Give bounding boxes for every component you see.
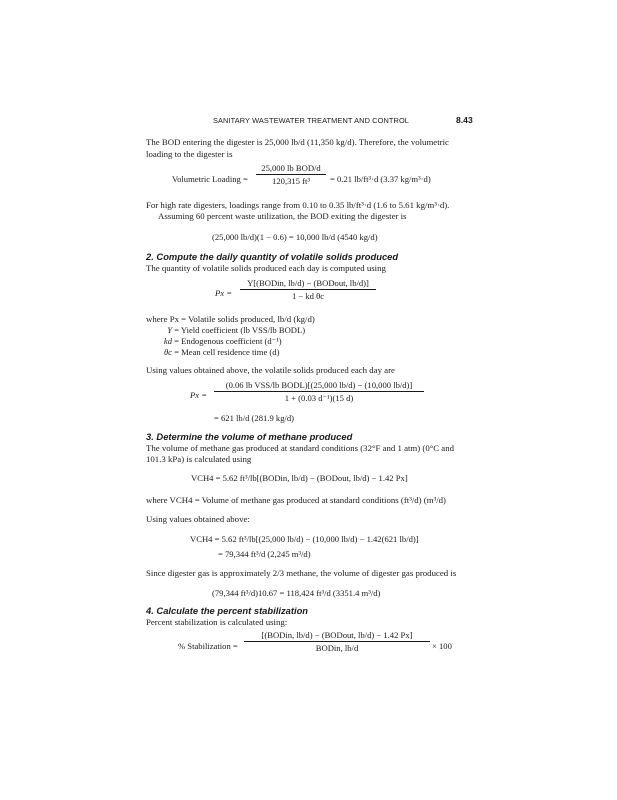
rates-line-2: Assuming 60 percent waste utilization, the BOD exiting the digester is [158, 211, 407, 221]
px-calc-fraction [214, 380, 424, 404]
step-2-intro: The quantity of volatile solids produced each day is computed using [146, 263, 386, 273]
px-formula-fraction [240, 278, 376, 301]
fraction-bar [244, 641, 430, 642]
step-3-line-1: The volume of methane gas produced at standard conditions (32°F and 1 atm) (0°C and [146, 443, 455, 453]
stabilization-denominator: BODin, lb/d [315, 643, 359, 653]
step-2-heading: 2. Compute the daily quantity of volatile solids produced [146, 251, 399, 262]
bod-exit-equation: (25,000 lb/d)(1 − 0.6) = 10,000 lb/d (4540 kg/d) [212, 232, 378, 242]
page-number: 8.43 [456, 115, 473, 125]
rates-line-1: For high rate digesters, loadings range from 0.10 to 0.35 lb/ft³·d (1.6 to 5.61 kg/m³·d). [146, 200, 450, 210]
px-formula-lhs: Px = [215, 288, 233, 298]
step-3-since: Since digester gas is approximately 2/3 methane, the volume of digester gas produced is [146, 568, 457, 578]
px-calc-result: = 621 lb/d (281.9 kg/d) [214, 413, 295, 423]
definition-y: Y = Yield coefficient (lb VSS/lb BODL) [167, 325, 306, 335]
stabilization-fraction [244, 630, 430, 653]
step-4-intro: Percent stabilization is calculated using: [146, 617, 288, 627]
vol-loading-fraction [256, 163, 326, 186]
step-3-heading: 3. Determine the volume of methane produced [146, 431, 353, 442]
px-definition: where Px = Volatile solids produced, lb/d (kg/d) [146, 314, 315, 324]
stabilization-lhs: % Stabilization = [178, 641, 238, 651]
methane-calc-1: VCH4 = 5.62 ft³/lb[(25,000 lb/d) − (10,000 lb/d) − 1.42(621 lb/d)] [190, 534, 419, 544]
vol-loading-denominator: 120,315 ft³ [272, 176, 310, 186]
fraction-bar [240, 289, 376, 290]
vol-loading-rhs: = 0.21 lb/ft³·d (3.37 kg/m³·d) [330, 174, 431, 184]
definition-kd: kd = Endogenous coefficient (d⁻¹) [163, 336, 282, 346]
stabilization-numerator: [(BODin, lb/d) − (BODout, lb/d) − 1.42 Px] [261, 630, 413, 640]
px-calc-lhs: Px = [190, 390, 208, 400]
stabilization-rhs: × 100 [432, 641, 452, 651]
step-3-using: Using values obtained above: [146, 514, 250, 524]
px-calc-denominator: 1 + (0.03 d⁻¹)(15 d) [284, 393, 354, 403]
step-3-line-2: 101.3 kPa) is calculated using [146, 454, 252, 464]
methane-definition: where VCH4 = Volume of methane gas produced at standard conditions (ft³/d) (m³/d) [146, 495, 446, 505]
px-formula-numerator: Y[(BODin, lb/d) − (BODout, lb/d)] [247, 278, 369, 288]
methane-calc-2: = 79,344 ft³/d (2,245 m³/d) [218, 549, 311, 559]
digester-gas-equation: (79,344 ft³/d)10.67 = 118,424 ft³/d (3351.4 m³/d) [212, 588, 381, 598]
methane-formula: VCH4 = 5.62 ft³/lb[(BODin, lb/d) − (BODout, lb/d) − 1.42 Px] [191, 473, 408, 483]
intro-line-1: The BOD entering the digester is 25,000 lb/d (11,350 kg/d). Therefore, the volumetric [146, 137, 449, 147]
fraction-bar [214, 391, 424, 392]
step-4-heading: 4. Calculate the percent stabilization [146, 605, 309, 616]
px-calc-numerator: (0.06 lb VSS/lb BODL)[(25,000 lb/d) − (10,000 lb/d)] [225, 380, 413, 390]
fraction-bar [256, 174, 326, 175]
px-formula-denominator: 1 − kd θc [291, 291, 325, 301]
vol-loading-lhs: Volumetric Loading = [172, 174, 248, 184]
step-2-using: Using values obtained above, the volatile solids produced each day are [146, 365, 395, 375]
definition-theta: θc = Mean cell residence time (d) [163, 347, 280, 357]
intro-line-2: loading to the digester is [146, 149, 233, 159]
vol-loading-numerator: 25,000 lb BOD/d [261, 163, 321, 173]
running-header: SANITARY WASTEWATER TREATMENT AND CONTROL [213, 116, 409, 125]
